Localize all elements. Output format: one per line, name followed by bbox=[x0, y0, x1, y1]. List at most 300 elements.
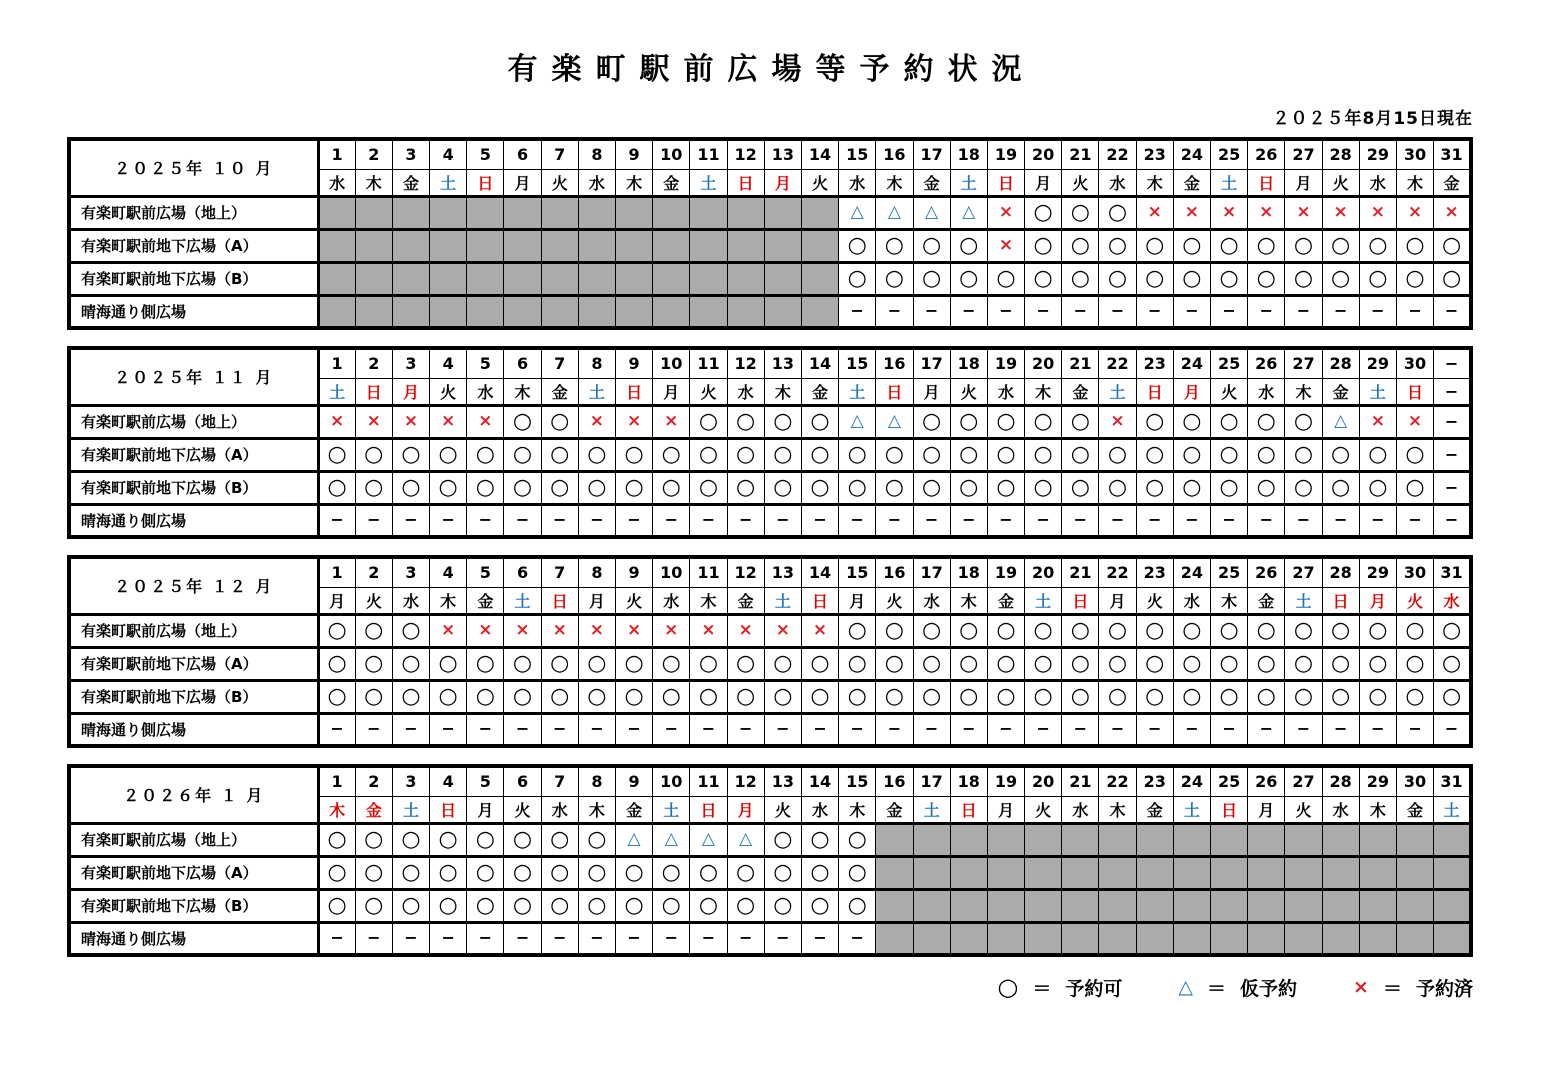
status-cell: ○ bbox=[839, 889, 876, 922]
day-number: 27 bbox=[1285, 766, 1322, 796]
venue-label: 有楽町駅前広場（地上） bbox=[69, 614, 318, 647]
blocked-cell bbox=[1099, 823, 1136, 856]
status-cell: ○ bbox=[467, 438, 504, 471]
venue-label: 有楽町駅前地下広場（A） bbox=[69, 856, 318, 889]
status-cell: ○ bbox=[1248, 614, 1285, 647]
status-cell: ○ bbox=[318, 889, 355, 922]
month-label: ２０２５年 １０ 月 bbox=[69, 139, 318, 196]
blocked-cell bbox=[467, 196, 504, 229]
blocked-cell bbox=[876, 889, 913, 922]
status-cell: − bbox=[1285, 295, 1322, 328]
status-cell: ○ bbox=[541, 889, 578, 922]
status-cell: − bbox=[1248, 295, 1285, 328]
venue-row bbox=[69, 229, 1471, 262]
weekday-label: 日 bbox=[541, 587, 578, 614]
weekday-label: 土 bbox=[839, 378, 876, 405]
status-cell: ○ bbox=[764, 680, 801, 713]
status-cell: ○ bbox=[541, 647, 578, 680]
status-cell: ○ bbox=[318, 438, 355, 471]
equals-sign: ＝ bbox=[1032, 977, 1052, 1000]
venue-label: 有楽町駅前広場（地上） bbox=[69, 823, 318, 856]
status-cell: × bbox=[653, 405, 690, 438]
blocked-cell bbox=[1173, 856, 1210, 889]
status-cell: × bbox=[727, 614, 764, 647]
status-cell: ○ bbox=[1136, 471, 1173, 504]
venue-row bbox=[69, 856, 1471, 889]
status-cell: − bbox=[653, 922, 690, 955]
day-number: 11 bbox=[690, 348, 727, 378]
status-cell: ○ bbox=[801, 471, 838, 504]
day-number: 23 bbox=[1136, 766, 1173, 796]
status-cell: − bbox=[1322, 504, 1359, 537]
status-cell: ○ bbox=[392, 614, 429, 647]
blocked-cell bbox=[727, 229, 764, 262]
blocked-cell bbox=[1322, 823, 1359, 856]
status-cell: ○ bbox=[578, 889, 615, 922]
status-cell: ○ bbox=[653, 438, 690, 471]
venue-row bbox=[69, 262, 1471, 295]
blocked-cell bbox=[764, 262, 801, 295]
status-cell: ○ bbox=[727, 889, 764, 922]
status-cell: − bbox=[504, 922, 541, 955]
month-table-3 bbox=[67, 764, 1473, 957]
status-cell: − bbox=[839, 295, 876, 328]
weekday-label: 水 bbox=[392, 587, 429, 614]
status-cell: − bbox=[987, 713, 1024, 746]
status-cell: ○ bbox=[839, 680, 876, 713]
blocked-cell bbox=[1248, 889, 1285, 922]
status-cell: × bbox=[1136, 196, 1173, 229]
weekday-label: 日 bbox=[1136, 378, 1173, 405]
status-cell: − bbox=[764, 922, 801, 955]
status-cell: ○ bbox=[1173, 262, 1210, 295]
day-number: 30 bbox=[1396, 557, 1433, 587]
status-cell: ○ bbox=[839, 614, 876, 647]
blocked-cell bbox=[987, 823, 1024, 856]
blocked-cell bbox=[987, 856, 1024, 889]
day-number: 28 bbox=[1322, 348, 1359, 378]
blocked-cell bbox=[541, 229, 578, 262]
venue-row bbox=[69, 504, 1471, 537]
month-label: ２０２５年 １１ 月 bbox=[69, 348, 318, 405]
status-cell: ○ bbox=[690, 471, 727, 504]
status-cell: ○ bbox=[504, 889, 541, 922]
status-cell: − bbox=[355, 922, 392, 955]
status-cell: ○ bbox=[1099, 647, 1136, 680]
weekday-label: 火 bbox=[1285, 796, 1322, 823]
x-symbol: × bbox=[1353, 976, 1369, 998]
weekday-label: 木 bbox=[578, 796, 615, 823]
blocked-cell bbox=[578, 295, 615, 328]
weekday-label: 水 bbox=[1248, 378, 1285, 405]
status-cell: × bbox=[430, 405, 467, 438]
status-cell: ○ bbox=[839, 823, 876, 856]
status-cell: ○ bbox=[727, 680, 764, 713]
day-number: 7 bbox=[541, 348, 578, 378]
status-cell: − bbox=[1025, 295, 1062, 328]
day-number: 17 bbox=[913, 348, 950, 378]
status-cell: ○ bbox=[504, 856, 541, 889]
weekday-label: 月 bbox=[392, 378, 429, 405]
status-cell: ○ bbox=[1359, 471, 1396, 504]
status-cell: ○ bbox=[1285, 405, 1322, 438]
status-cell: ○ bbox=[1248, 471, 1285, 504]
status-cell: × bbox=[1396, 196, 1433, 229]
status-cell: − bbox=[1248, 713, 1285, 746]
day-number: 28 bbox=[1322, 139, 1359, 169]
status-cell: − bbox=[392, 713, 429, 746]
blocked-cell bbox=[318, 229, 355, 262]
blocked-cell bbox=[950, 823, 987, 856]
status-cell: ○ bbox=[616, 889, 653, 922]
day-number: 12 bbox=[727, 557, 764, 587]
status-cell: ○ bbox=[950, 471, 987, 504]
day-number: 16 bbox=[876, 139, 913, 169]
weekday-label: 木 bbox=[355, 169, 392, 196]
weekday-label: 火 bbox=[1396, 587, 1433, 614]
day-number: 22 bbox=[1099, 557, 1136, 587]
blocked-cell bbox=[541, 262, 578, 295]
status-cell: × bbox=[355, 405, 392, 438]
status-cell: ○ bbox=[1285, 680, 1322, 713]
venue-label: 有楽町駅前地下広場（A） bbox=[69, 438, 318, 471]
weekday-label: 木 bbox=[1099, 796, 1136, 823]
day-number: 25 bbox=[1211, 766, 1248, 796]
weekday-label: 日 bbox=[950, 796, 987, 823]
blocked-cell bbox=[1025, 856, 1062, 889]
blocked-cell bbox=[1136, 856, 1173, 889]
status-cell: ○ bbox=[876, 471, 913, 504]
weekday-label: 木 bbox=[616, 169, 653, 196]
status-cell: − bbox=[355, 713, 392, 746]
blocked-cell bbox=[1099, 889, 1136, 922]
status-cell: ○ bbox=[1173, 647, 1210, 680]
status-cell: × bbox=[318, 405, 355, 438]
status-cell: − bbox=[1025, 504, 1062, 537]
status-cell: − bbox=[1136, 713, 1173, 746]
status-cell: ○ bbox=[1025, 405, 1062, 438]
status-cell: ○ bbox=[913, 614, 950, 647]
day-number: 20 bbox=[1025, 557, 1062, 587]
status-cell: ○ bbox=[1359, 262, 1396, 295]
status-cell: ○ bbox=[727, 438, 764, 471]
blocked-cell bbox=[653, 262, 690, 295]
status-cell: × bbox=[541, 614, 578, 647]
weekday-label: 月 bbox=[504, 169, 541, 196]
day-number: 31 bbox=[1434, 557, 1471, 587]
status-cell: ○ bbox=[1322, 229, 1359, 262]
blocked-cell bbox=[1062, 823, 1099, 856]
weekday-label: 木 bbox=[876, 169, 913, 196]
day-number: 5 bbox=[467, 557, 504, 587]
day-number: 10 bbox=[653, 557, 690, 587]
blocked-cell bbox=[1285, 889, 1322, 922]
status-cell: ○ bbox=[801, 823, 838, 856]
day-number: 16 bbox=[876, 348, 913, 378]
status-cell: ○ bbox=[1173, 680, 1210, 713]
status-cell: ○ bbox=[541, 471, 578, 504]
weekday-label: 日 bbox=[616, 378, 653, 405]
status-cell: △ bbox=[616, 823, 653, 856]
blocked-cell bbox=[801, 262, 838, 295]
day-number: 6 bbox=[504, 348, 541, 378]
status-cell: ○ bbox=[355, 614, 392, 647]
day-number: 20 bbox=[1025, 348, 1062, 378]
status-cell: ○ bbox=[913, 680, 950, 713]
blocked-cell bbox=[541, 196, 578, 229]
weekday-label: 水 bbox=[727, 378, 764, 405]
day-number: 21 bbox=[1062, 557, 1099, 587]
status-cell: ○ bbox=[764, 889, 801, 922]
weekday-label: 金 bbox=[913, 169, 950, 196]
weekday-label: 木 bbox=[950, 587, 987, 614]
blocked-cell bbox=[1136, 823, 1173, 856]
status-cell: ○ bbox=[504, 471, 541, 504]
venue-row bbox=[69, 889, 1471, 922]
day-number: 8 bbox=[578, 766, 615, 796]
month-table-2 bbox=[67, 555, 1473, 748]
status-cell: − bbox=[318, 713, 355, 746]
status-cell: − bbox=[1434, 471, 1471, 504]
equals-sign: ＝ bbox=[1207, 977, 1227, 1000]
blocked-cell bbox=[392, 229, 429, 262]
status-cell: × bbox=[1248, 196, 1285, 229]
weekday-label: 金 bbox=[1173, 169, 1210, 196]
blocked-cell bbox=[355, 262, 392, 295]
blocked-cell bbox=[1025, 922, 1062, 955]
status-cell: ○ bbox=[1025, 614, 1062, 647]
status-cell: △ bbox=[727, 823, 764, 856]
weekday-label: 土 bbox=[653, 796, 690, 823]
status-cell: ○ bbox=[876, 438, 913, 471]
day-number: 2 bbox=[355, 766, 392, 796]
status-cell: − bbox=[1322, 295, 1359, 328]
weekday-label: 金 bbox=[876, 796, 913, 823]
blocked-cell bbox=[1136, 889, 1173, 922]
status-cell: ○ bbox=[504, 438, 541, 471]
status-cell: ○ bbox=[653, 471, 690, 504]
blocked-cell bbox=[1359, 823, 1396, 856]
status-cell: ○ bbox=[653, 680, 690, 713]
day-number: 23 bbox=[1136, 139, 1173, 169]
blocked-cell bbox=[690, 262, 727, 295]
content bbox=[67, 104, 1473, 957]
day-number: 28 bbox=[1322, 766, 1359, 796]
venue-label: 有楽町駅前地下広場（B） bbox=[69, 889, 318, 922]
status-cell: − bbox=[764, 713, 801, 746]
day-number: 18 bbox=[950, 139, 987, 169]
status-cell: ○ bbox=[430, 438, 467, 471]
day-number: 24 bbox=[1173, 139, 1210, 169]
status-cell: ○ bbox=[355, 856, 392, 889]
blocked-cell bbox=[1136, 922, 1173, 955]
status-cell: ○ bbox=[801, 856, 838, 889]
status-cell: ○ bbox=[616, 856, 653, 889]
status-cell: − bbox=[616, 922, 653, 955]
status-cell: − bbox=[913, 504, 950, 537]
status-cell: − bbox=[727, 713, 764, 746]
blocked-cell bbox=[1322, 889, 1359, 922]
status-cell: ○ bbox=[950, 614, 987, 647]
day-number: 15 bbox=[839, 139, 876, 169]
status-cell: ○ bbox=[1359, 680, 1396, 713]
weekday-label: 日 bbox=[1396, 378, 1433, 405]
day-number: 31 bbox=[1434, 766, 1471, 796]
weekday-label: 金 bbox=[1322, 378, 1359, 405]
status-cell: ○ bbox=[690, 438, 727, 471]
status-cell: ○ bbox=[1434, 262, 1471, 295]
status-cell: ○ bbox=[950, 229, 987, 262]
status-cell: ○ bbox=[578, 823, 615, 856]
legend-label-tentative: 仮予約 bbox=[1240, 977, 1298, 1000]
status-cell: − bbox=[430, 713, 467, 746]
blocked-cell bbox=[318, 262, 355, 295]
status-cell: ○ bbox=[690, 647, 727, 680]
venue-label: 有楽町駅前広場（地上） bbox=[69, 405, 318, 438]
status-cell: ○ bbox=[1025, 647, 1062, 680]
status-cell: ○ bbox=[839, 262, 876, 295]
blocked-cell bbox=[690, 196, 727, 229]
status-cell: ○ bbox=[1396, 647, 1433, 680]
weekday-label: 木 bbox=[1211, 587, 1248, 614]
status-cell: ○ bbox=[1396, 680, 1433, 713]
weekday-label: 木 bbox=[504, 378, 541, 405]
status-cell: − bbox=[653, 713, 690, 746]
status-cell: ○ bbox=[1062, 262, 1099, 295]
day-number: 10 bbox=[653, 139, 690, 169]
day-number: 4 bbox=[430, 766, 467, 796]
weekday-label: 水 bbox=[318, 169, 355, 196]
weekday-label: 月 bbox=[1248, 796, 1285, 823]
status-cell: − bbox=[578, 922, 615, 955]
status-cell: × bbox=[690, 614, 727, 647]
weekday-label: 木 bbox=[1396, 169, 1433, 196]
weekday-label: 火 bbox=[1025, 796, 1062, 823]
day-number: 27 bbox=[1285, 557, 1322, 587]
status-cell: ○ bbox=[987, 438, 1024, 471]
status-cell: − bbox=[1062, 713, 1099, 746]
day-number: 4 bbox=[430, 139, 467, 169]
weekday-label: 水 bbox=[839, 169, 876, 196]
weekday-label: 火 bbox=[1062, 169, 1099, 196]
blocked-cell bbox=[355, 196, 392, 229]
status-cell: ○ bbox=[578, 856, 615, 889]
blocked-cell bbox=[1173, 823, 1210, 856]
blocked-cell bbox=[1396, 823, 1433, 856]
blocked-cell bbox=[801, 295, 838, 328]
blocked-cell bbox=[1248, 922, 1285, 955]
day-number: 14 bbox=[801, 139, 838, 169]
status-cell: ○ bbox=[467, 823, 504, 856]
venue-row bbox=[69, 823, 1471, 856]
status-cell: ○ bbox=[1396, 614, 1433, 647]
status-cell: − bbox=[950, 713, 987, 746]
weekday-label: 土 bbox=[1099, 378, 1136, 405]
status-cell: − bbox=[1099, 713, 1136, 746]
blocked-cell bbox=[1285, 922, 1322, 955]
weekday-label: 日 bbox=[1248, 169, 1285, 196]
blocked-cell bbox=[690, 229, 727, 262]
blocked-cell bbox=[876, 823, 913, 856]
status-cell: − bbox=[839, 713, 876, 746]
status-cell: ○ bbox=[764, 405, 801, 438]
blocked-cell bbox=[1434, 922, 1471, 955]
status-cell: ○ bbox=[839, 438, 876, 471]
blocked-cell bbox=[504, 229, 541, 262]
status-cell: − bbox=[690, 504, 727, 537]
weekday-label: 月 bbox=[764, 169, 801, 196]
status-cell: − bbox=[430, 504, 467, 537]
weekday-label: 木 bbox=[1359, 796, 1396, 823]
weekday-label: 火 bbox=[1136, 587, 1173, 614]
status-cell: ○ bbox=[1322, 471, 1359, 504]
status-cell: ○ bbox=[950, 405, 987, 438]
blocked-cell bbox=[504, 262, 541, 295]
status-cell: − bbox=[876, 295, 913, 328]
weekday-label: 日 bbox=[690, 796, 727, 823]
status-cell: ○ bbox=[318, 856, 355, 889]
weekday-label: 火 bbox=[1322, 169, 1359, 196]
status-cell: ○ bbox=[1248, 647, 1285, 680]
status-cell: ○ bbox=[1173, 229, 1210, 262]
status-cell: − bbox=[616, 504, 653, 537]
weekday-label: 月 bbox=[1099, 587, 1136, 614]
status-cell: − bbox=[1211, 713, 1248, 746]
blocked-cell bbox=[1025, 889, 1062, 922]
day-number: 25 bbox=[1211, 139, 1248, 169]
blocked-cell bbox=[430, 229, 467, 262]
day-number: 29 bbox=[1359, 348, 1396, 378]
day-number: 24 bbox=[1173, 766, 1210, 796]
status-cell: × bbox=[1211, 196, 1248, 229]
venue-row bbox=[69, 614, 1471, 647]
weekday-label: 月 bbox=[1173, 378, 1210, 405]
status-cell: ○ bbox=[764, 823, 801, 856]
status-cell: ○ bbox=[1062, 680, 1099, 713]
status-cell: − bbox=[1285, 713, 1322, 746]
status-cell: × bbox=[467, 405, 504, 438]
status-cell: ○ bbox=[504, 823, 541, 856]
legend bbox=[67, 973, 1473, 1001]
status-cell: ○ bbox=[1396, 262, 1433, 295]
month-label: ２０２６年 １ 月 bbox=[69, 766, 318, 823]
status-cell: ○ bbox=[392, 647, 429, 680]
status-cell: − bbox=[727, 922, 764, 955]
status-cell: ○ bbox=[1099, 438, 1136, 471]
status-cell: − bbox=[504, 504, 541, 537]
blocked-cell bbox=[616, 262, 653, 295]
status-cell: ○ bbox=[1359, 229, 1396, 262]
status-cell: × bbox=[1434, 196, 1471, 229]
status-cell: × bbox=[1285, 196, 1322, 229]
status-cell: ○ bbox=[1434, 647, 1471, 680]
venue-row bbox=[69, 680, 1471, 713]
day-number: 3 bbox=[392, 557, 429, 587]
status-cell: − bbox=[541, 713, 578, 746]
blocked-cell bbox=[1062, 856, 1099, 889]
blocked-cell bbox=[430, 196, 467, 229]
venue-row bbox=[69, 922, 1471, 955]
status-cell: ○ bbox=[801, 438, 838, 471]
day-number: 9 bbox=[616, 766, 653, 796]
blocked-cell bbox=[430, 262, 467, 295]
status-cell: − bbox=[318, 504, 355, 537]
day-number: 7 bbox=[541, 139, 578, 169]
status-cell: ○ bbox=[504, 680, 541, 713]
day-number: 5 bbox=[467, 139, 504, 169]
day-number: 23 bbox=[1136, 557, 1173, 587]
weekday-label: 月 bbox=[987, 796, 1024, 823]
